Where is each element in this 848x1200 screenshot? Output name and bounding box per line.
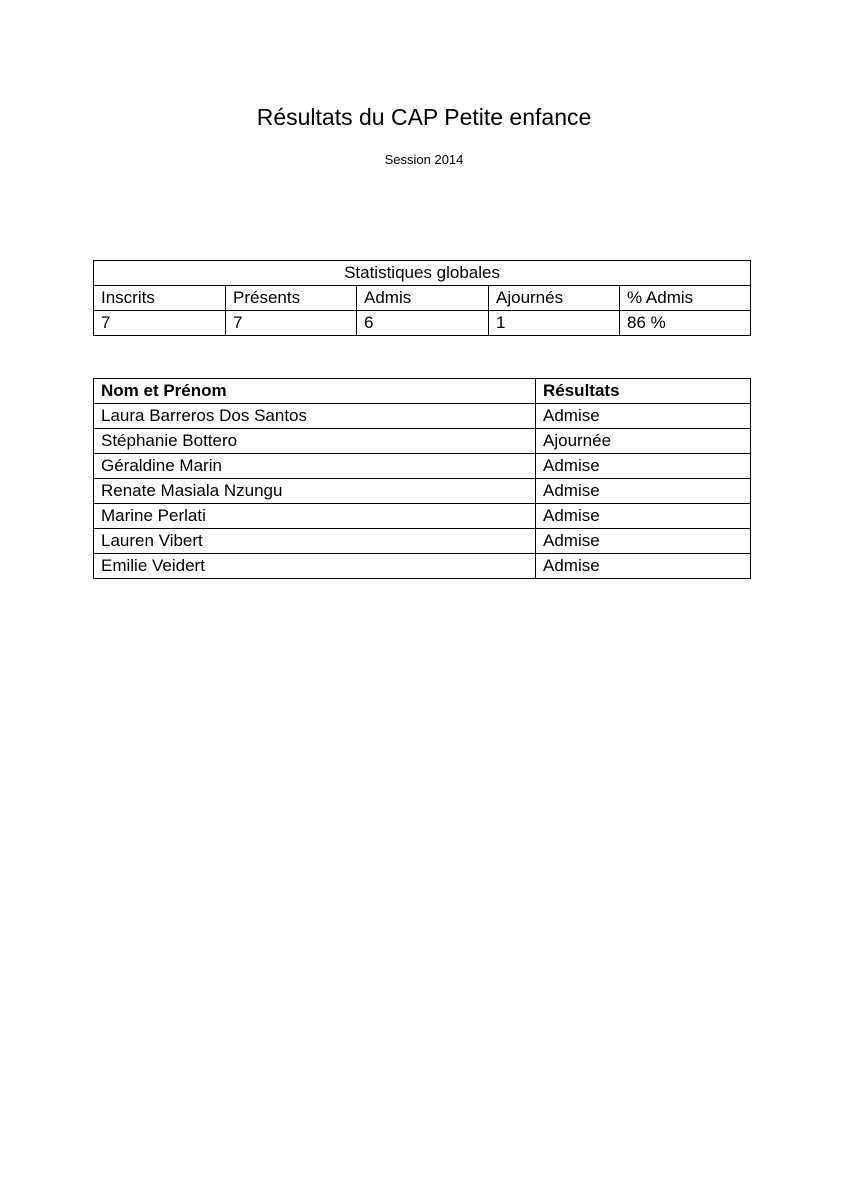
candidate-result: Admise [536,479,751,504]
stats-header-presents: Présents [226,286,357,311]
column-header-result: Résultats [536,379,751,404]
stats-caption-row [94,261,751,286]
table-row [94,529,751,554]
table-row [94,504,751,529]
candidate-result: Admise [536,554,751,579]
candidate-name: Emilie Veidert [94,554,536,579]
candidate-name: Lauren Vibert [94,529,536,554]
table-row [94,554,751,579]
table-row [94,404,751,429]
candidate-result: Admise [536,504,751,529]
stats-header-admis: Admis [357,286,489,311]
results-table [93,378,751,579]
session-subtitle: Session 2014 [384,152,464,167]
candidate-result: Admise [536,529,751,554]
candidate-result: Ajournée [536,429,751,454]
stats-header-inscrits: Inscrits [94,286,226,311]
candidate-result: Admise [536,404,751,429]
stats-value-ajournes: 1 [489,311,620,336]
stats-value-row [94,311,751,336]
candidate-name: Stéphanie Bottero [94,429,536,454]
stats-value-inscrits: 7 [94,311,226,336]
table-row [94,479,751,504]
stats-value-admis: 6 [357,311,489,336]
stats-value-presents: 7 [226,311,357,336]
stats-header-ajournes: Ajournés [489,286,620,311]
table-row [94,429,751,454]
table-row [94,454,751,479]
candidate-name: Géraldine Marin [94,454,536,479]
candidate-result: Admise [536,454,751,479]
candidate-name: Laura Barreros Dos Santos [94,404,536,429]
stats-caption: Statistiques globales [94,261,751,286]
candidate-name: Marine Perlati [94,504,536,529]
stats-value-percent-admis: 86 % [620,311,751,336]
column-header-name: Nom et Prénom [94,379,536,404]
stats-header-percent-admis: % Admis [620,286,751,311]
results-header-row [94,379,751,404]
global-statistics-table [93,260,751,336]
page-title: Résultats du CAP Petite enfance [256,104,592,130]
stats-header-row [94,286,751,311]
candidate-name: Renate Masiala Nzungu [94,479,536,504]
